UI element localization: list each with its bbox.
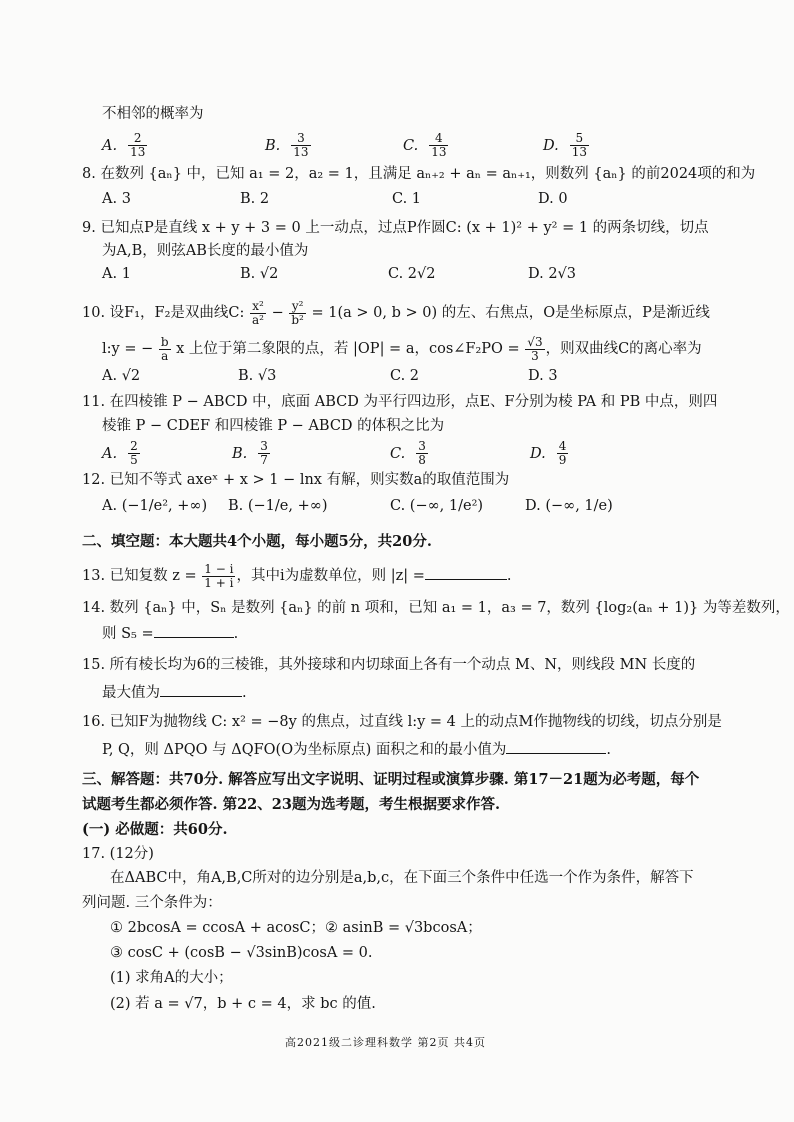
hyperbola-x-term: $\frac{\text{x²}}{\text{a²}}$ xyxy=(252,298,264,327)
q17-stem-line1: 在ΔABC中，角A,B,C所对的边分别是a,b,c，在下面三个条件中任选一个作为条件，解答下 xyxy=(110,870,694,886)
q9-stem-line1: 9. 已知点P是直线 x + y + 3 = 0 上一动点，过点P作圆C: (x + 1)² + y² = 1 的两条切线，切点 xyxy=(82,220,709,236)
q10-option-d: D. 3 xyxy=(528,368,558,384)
q10-option-c: C. 2 xyxy=(390,368,420,384)
q12-stem: 12. 已知不等式 axeˣ + x > 1 − lnx 有解，则实数a的取值范围为 xyxy=(82,472,510,488)
q9-option-b: B. √2 xyxy=(240,266,279,282)
q7-option-d: D. $\frac{5}{13}$ xyxy=(543,131,587,159)
q11-stem-line1: 11. 在四棱锥 P − ABCD 中，底面 ABCD 为平行四边形，点E、F分别为棱 PA 和 PB 中点，则四 xyxy=(82,394,718,410)
cos-value: $\frac{√3}{3}$ xyxy=(527,334,543,363)
q9-stem-line2: 为A,B，则弦AB长度的最小值为 xyxy=(102,243,309,259)
answer-blank[interactable] xyxy=(425,565,507,580)
q17-stem-line2: 列问题. 三个条件为： xyxy=(82,895,222,911)
q7-option-a: A. $\frac{2}{13}$ xyxy=(102,131,146,159)
q17-condition-3: ③ cosC + (cosB − √3sinB)cosA = 0. xyxy=(110,945,373,961)
complex-fraction: $\frac{1 - i}{1 + i}$ xyxy=(204,561,234,590)
q7-continuation: 不相邻的概率为 xyxy=(102,106,204,122)
q8-option-d: D. 0 xyxy=(538,191,568,207)
q13-stem: 13. 已知复数 z = $\frac{1 - i}{1 + i}$ ，其中i为虚数单位，则 |z| = . xyxy=(82,561,512,590)
q11-option-d: D. $\frac{4}{9}$ xyxy=(530,439,567,467)
q12-option-d: D. (−∞, 1/e) xyxy=(525,498,613,514)
q12-option-b: B. (−1/e, +∞) xyxy=(228,498,328,514)
q8-option-c: C. 1 xyxy=(392,191,422,207)
section-solution-heading-line2: 试题考生都必须作答. 第22、23题为选考题，考生根据要求作答. xyxy=(82,796,500,813)
page-footer: 高2021级二诊理科数学 第2页 共4页 xyxy=(285,1036,486,1049)
q9-option-a: A. 1 xyxy=(102,266,131,282)
q15-stem-line1: 15. 所有棱长均为6的三棱锥，其外接球和内切球面上各有一个动点 M、N，则线段 MN 长度的 xyxy=(82,657,696,673)
q14-stem-line2: 则 S₅ = . xyxy=(102,623,238,644)
q9-option-d: D. 2√3 xyxy=(528,266,577,282)
required-subsection-heading: (一) 必做题：共60分. xyxy=(82,821,228,838)
hyperbola-y-term: $\frac{\text{y²}}{\text{b²}}$ xyxy=(291,298,304,327)
q12-option-a: A. (−1/e², +∞) xyxy=(102,498,208,514)
section-fill-in-heading: 二、填空题：本大题共4个小题，每小题5分，共20分. xyxy=(82,533,432,550)
q17-part-1: (1) 求角A的大小； xyxy=(110,970,233,986)
q17-conditions-1-2: ① 2bcosA = ccosA + acosC；② asinB = √3bcosA； xyxy=(110,920,482,936)
q8-option-a: A. 3 xyxy=(102,191,131,207)
answer-blank[interactable] xyxy=(154,623,234,638)
q10-stem-line2: l:y = − $\frac{b}{a}$ x 上位于第二象限的点，若 |OP| = a，cos∠F₂PO = $\frac{√3}{3}$ ，则双曲线C的离心率为 xyxy=(102,334,702,363)
q17-header: 17. (12分) xyxy=(82,846,154,862)
q15-stem-line2: 最大值为 . xyxy=(102,682,247,703)
q11-option-c: C. $\frac{3}{8}$ xyxy=(390,439,426,467)
q9-option-c: C. 2√2 xyxy=(388,266,436,282)
q10-option-b: B. √3 xyxy=(238,368,277,384)
q12-option-c: C. (−∞, 1/e²) xyxy=(390,498,484,514)
q7-option-c: C. $\frac{4}{13}$ xyxy=(403,131,447,159)
q10-stem-line1: 10. 设F₁，F₂是双曲线C: $\frac{\text{x²}}{\text{a²}}$ − $\frac{\text{y²}}{\text{b²}}$ = 1(a > 0, b > 0) 的左、右焦点，O是坐标原点，P是渐近线 xyxy=(82,298,710,327)
q8-stem: 8. 在数列 {aₙ} 中，已知 a₁ = 2，a₂ = 1，且满足 aₙ₊₂ + aₙ = aₙ₊₁，则数列 {aₙ} 的前2024项的和为 xyxy=(82,166,756,182)
q14-stem-line1: 14. 数列 {aₙ} 中，Sₙ 是数列 {aₙ} 的前 n 项和，已知 a₁ = 1，a₃ = 7，数列 {log₂(aₙ + 1)} 为等差数列， xyxy=(82,600,790,616)
q17-part-2: (2) 若 a = √7，b + c = 4，求 bc 的值. xyxy=(110,996,376,1012)
q10-option-a: A. √2 xyxy=(102,368,141,384)
q11-stem-line2: 棱锥 P − CDEF 和四棱锥 P − ABCD 的体积之比为 xyxy=(102,418,445,434)
q8-option-b: B. 2 xyxy=(240,191,270,207)
q16-stem-line1: 16. 已知F为抛物线 C: x² = −8y 的焦点，过直线 l:y = 4 上的动点M作抛物线的切线，切点分别是 xyxy=(82,714,722,730)
answer-blank[interactable] xyxy=(160,682,242,697)
answer-blank[interactable] xyxy=(506,739,606,754)
q16-stem-line2: P, Q，则 ΔPQO 与 ΔQFO(O为坐标原点) 面积之和的最小值为 . xyxy=(102,739,611,760)
q11-option-b: B. $\frac{3}{7}$ xyxy=(232,439,268,467)
section-solution-heading-line1: 三、解答题：共70分. 解答应写出文字说明、证明过程或演算步骤. 第17－21题为必考题，每个 xyxy=(82,771,700,788)
asymptote-slope: $\frac{b}{a}$ xyxy=(160,334,169,363)
q11-option-a: A. $\frac{2}{5}$ xyxy=(102,439,138,467)
q7-option-b: B. $\frac{3}{13}$ xyxy=(265,131,309,159)
